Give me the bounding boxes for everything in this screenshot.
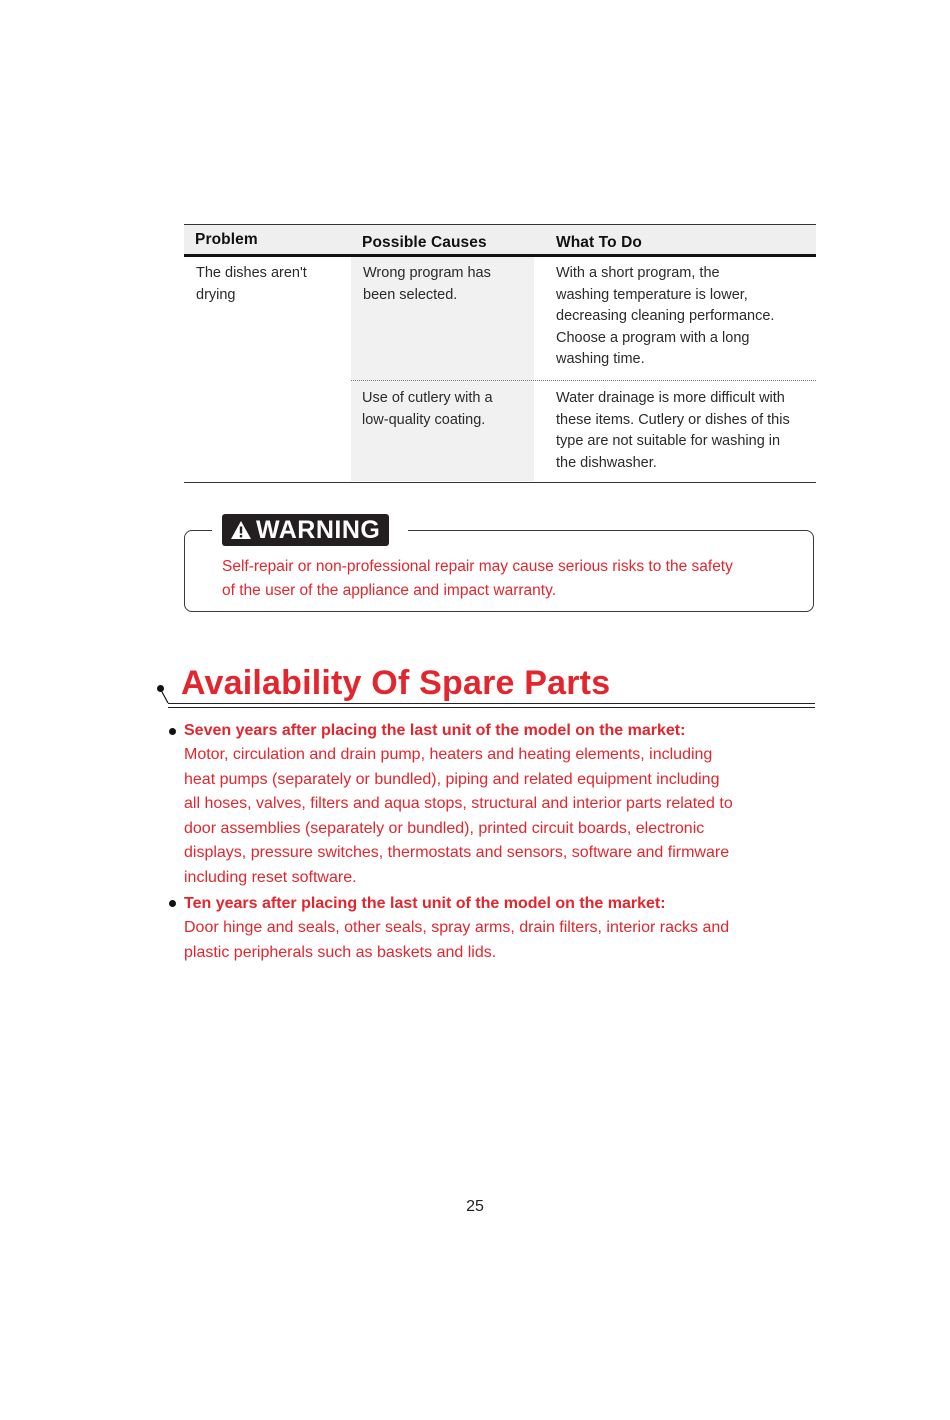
list-item [184,718,784,891]
table-header [184,225,816,257]
header-what-to-do: What To Do [556,234,642,251]
header-possible-causes: Possible Causes [362,234,487,251]
bullet-icon [169,900,176,907]
problem-cell: The dishes aren't drying [196,265,307,303]
list-item-title: Ten years after placing the last unit of the model on the market: [184,895,666,912]
row-divider [351,380,816,381]
cause-cell: Use of cutlery with a low-quality coating. [362,390,493,428]
list-item-title: Seven years after placing the last unit of the model on the market: [184,722,686,739]
section-title: Availability Of Spare Parts [181,664,611,702]
warning-label [222,514,389,546]
header-problem: Problem [195,231,258,248]
list-item [184,891,784,965]
list-item-body: Motor, circulation and drain pump, heaters and heating elements, including heat pumps (separately or bundled), piping and related equipment including all hoses, valves, filters and aqua stops, structural and interior parts related to door assemblies (separately or bundled), printed circuit boards, electronic displays, pressure switches, thermostats and sensors, software and firmware including reset software. [184,746,733,886]
page-number: 25 [466,1198,484,1215]
bullet-icon [169,728,176,735]
solution-cell: Water drainage is more difficult with these items. Cutlery or dishes of this type are not suitable for washing in the dishwasher. [556,390,790,471]
warning-text: Self-repair or non-professional repair may cause serious risks to the safety of the user of the appliance and impact warranty. [222,558,733,599]
list-item-body: Door hinge and seals, other seals, spray arms, drain filters, interior racks and plastic peripherals such as baskets and lids. [184,919,730,961]
troubleshooting-table [184,224,816,483]
cause-cell: Wrong program has been selected. [363,265,491,303]
solution-cell: With a short program, the washing temperature is lower, decreasing cleaning performance. Choose a program with a long washing time. [556,265,775,367]
warning-triangle-icon [230,520,252,540]
heading-double-rule [168,703,815,708]
warning-label-text: WARNING [256,516,381,544]
